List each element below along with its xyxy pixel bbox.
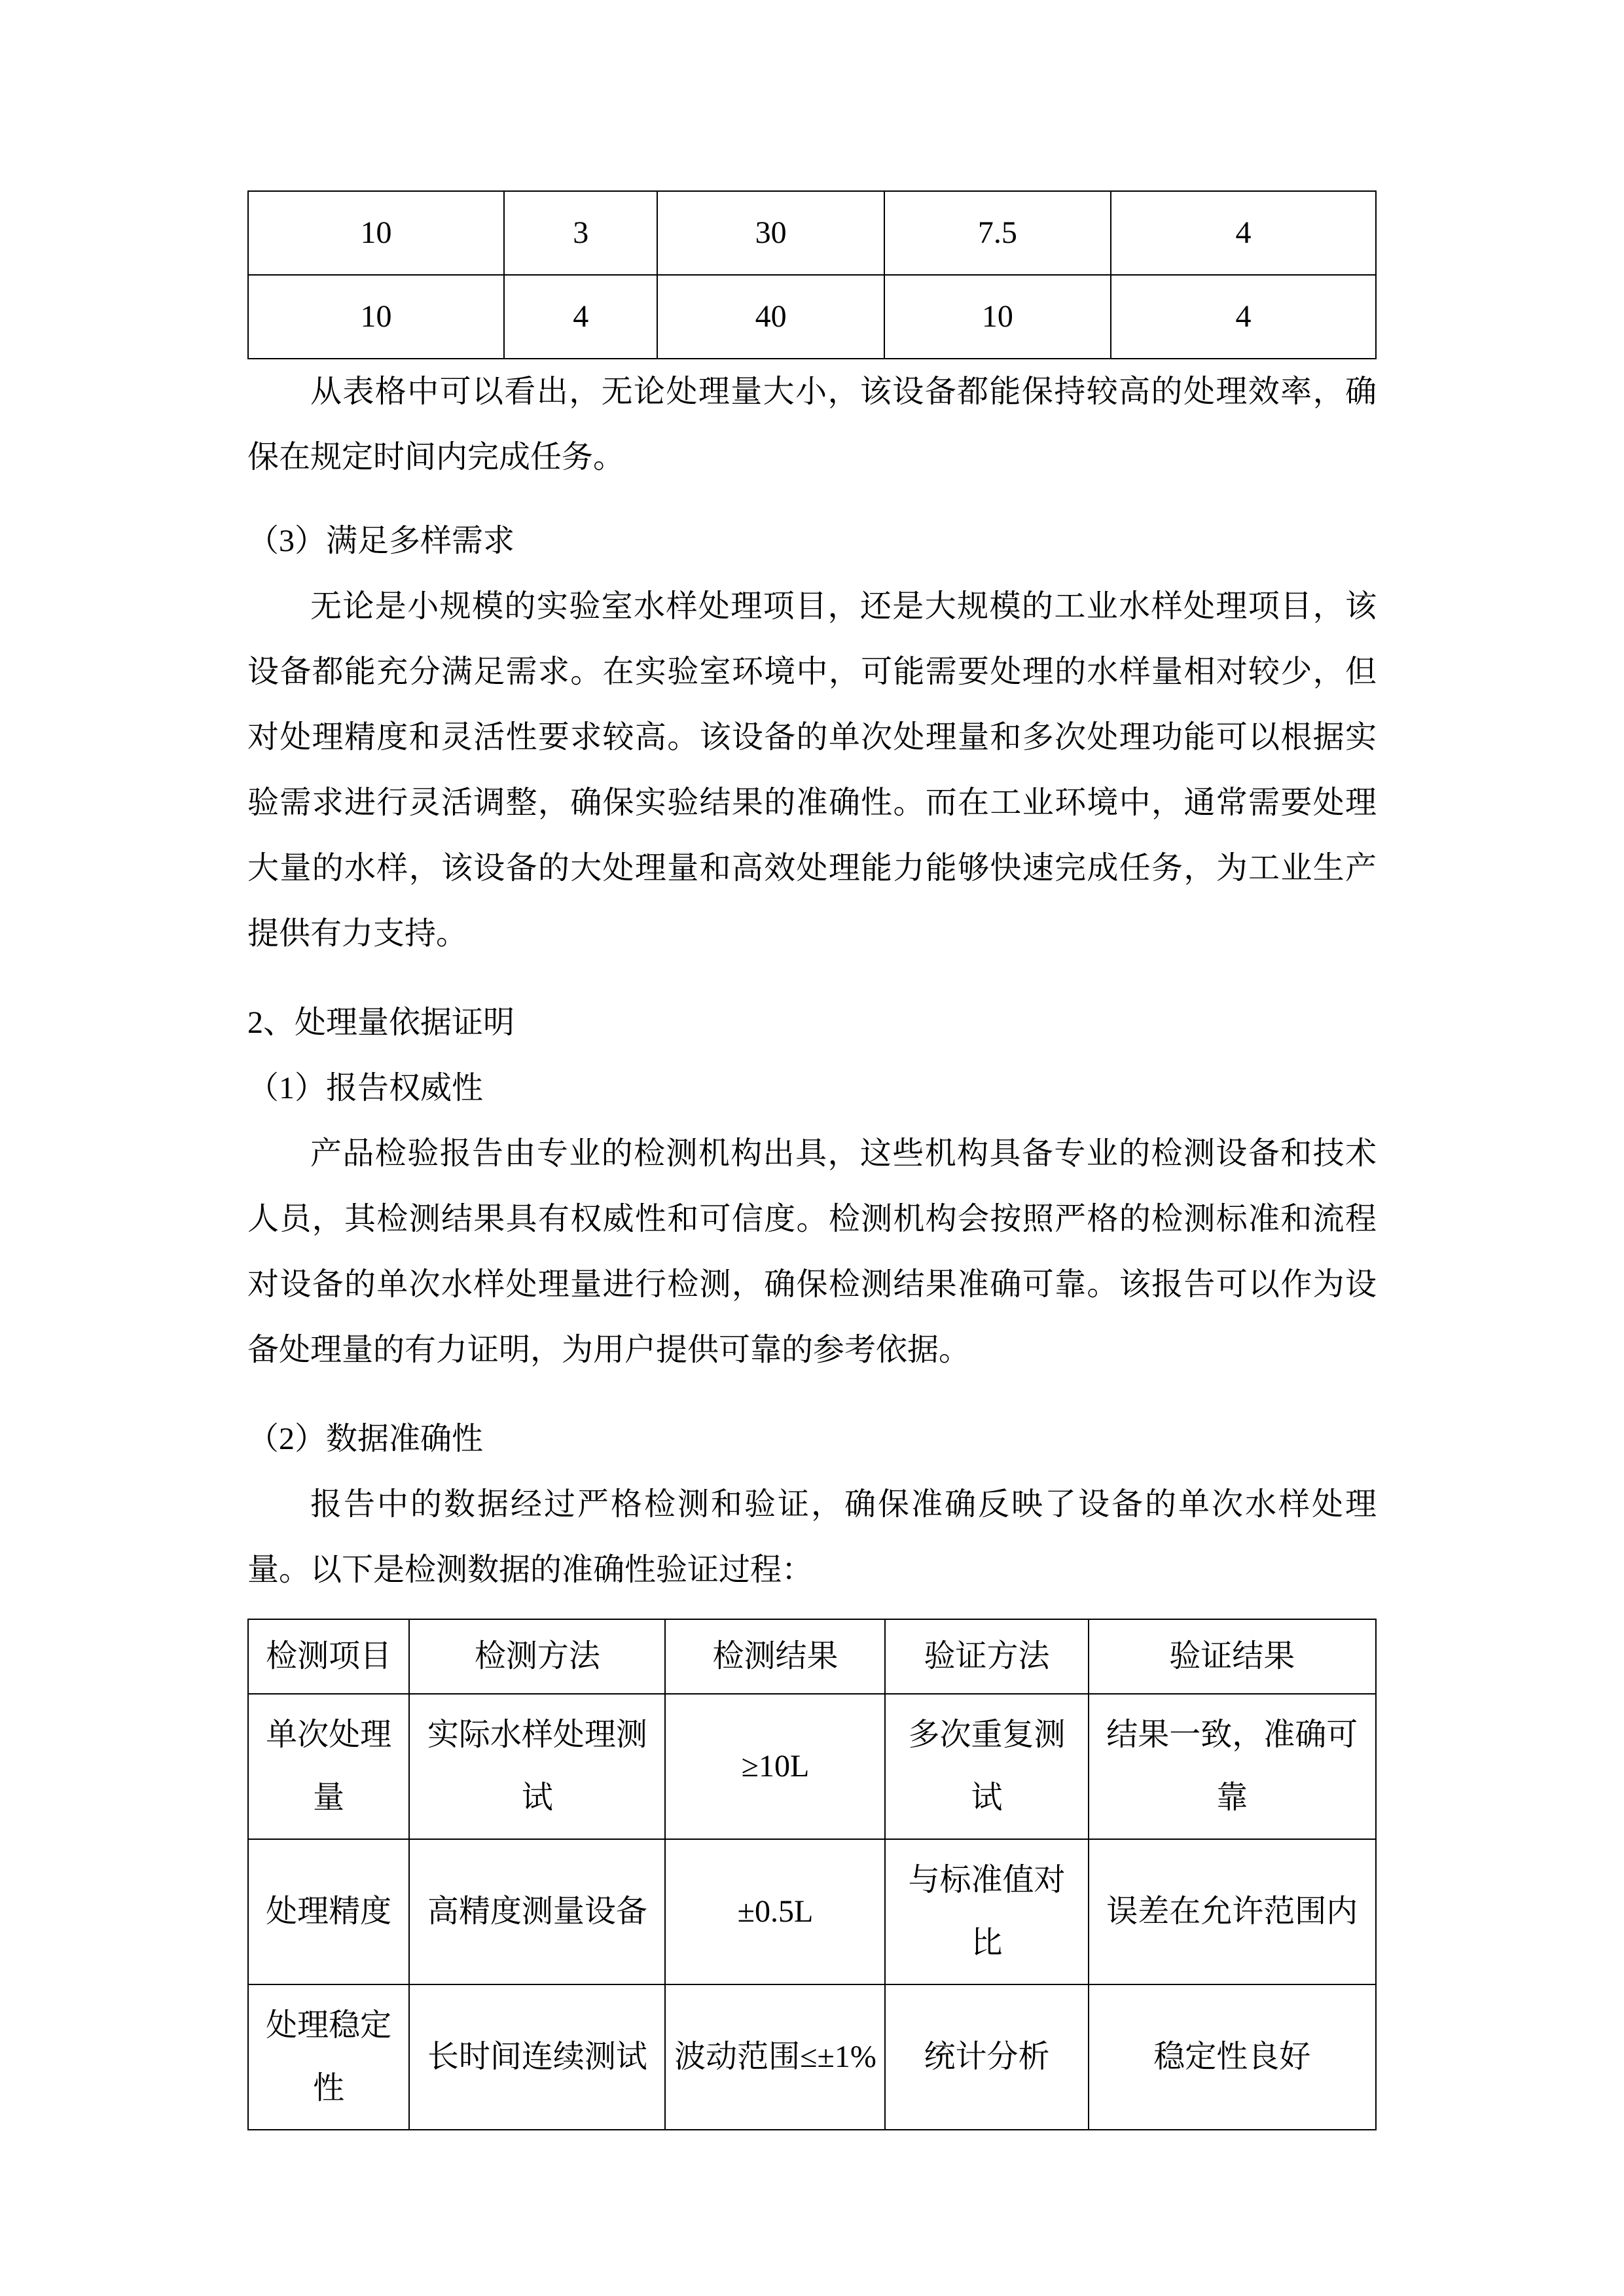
table-cell: 40 [657, 275, 884, 359]
table-cell: 与标准值对比 [885, 1839, 1088, 1984]
table-header-cell: 检测项目 [248, 1619, 409, 1694]
table-cell: 处理精度 [248, 1839, 409, 1984]
paragraph-section3: 无论是小规模的实验室水样处理项目，还是大规模的工业水样处理项目，该设备都能充分满足需求。在实验室环境中，可能需要处理的水样量相对较少，但对处理精度和灵活性要求较高。该设备的单次处理量和多次处理功能可以根据实验需求进行灵活调整，确保实验结果的准确性。而在工业环境中，通常需要处理大量的水样，该设备的大处理量和高效处理能力能够快速完成任务，为工业生产提供有力支持。 [247, 589, 1377, 951]
table-cell: 10 [248, 275, 504, 359]
paragraph-sub2: 报告中的数据经过严格检测和验证，确保准确反映了设备的单次水样处理量。以下是检测数据的准确性验证过程： [247, 1487, 1377, 1587]
table-row [248, 1694, 1376, 1839]
heading-chapter2: 2、处理量依据证明 [247, 1005, 515, 1040]
table-cell: 单次处理量 [248, 1694, 409, 1839]
table-row [248, 1984, 1376, 2130]
table-row [248, 191, 1376, 275]
table-cell: 处理稳定性 [248, 1984, 409, 2130]
table-header-cell: 检测结果 [665, 1619, 885, 1694]
table-cell: 波动范围≤±1% [665, 1984, 885, 2130]
table-cell: 30 [657, 191, 884, 275]
table-cell: ≥10L [665, 1694, 885, 1839]
table-cell: 实际水样处理测试 [409, 1694, 665, 1839]
table-cell: 统计分析 [885, 1984, 1088, 2130]
table-cell: 4 [1111, 191, 1376, 275]
heading-section3: （3）满足多样需求 [247, 524, 515, 558]
table-row [248, 275, 1376, 359]
table-cell: ±0.5L [665, 1839, 885, 1984]
table-cell: 多次重复测试 [885, 1694, 1088, 1839]
table-cell: 长时间连续测试 [409, 1984, 665, 2130]
table-cell: 误差在允许范围内 [1089, 1839, 1376, 1984]
table-cell: 4 [504, 275, 657, 359]
verification-table [247, 1619, 1377, 2130]
table-header-cell: 验证结果 [1089, 1619, 1376, 1694]
table-header-cell: 检测方法 [409, 1619, 665, 1694]
paragraph-table-note: 从表格中可以看出，无论处理量大小，该设备都能保持较高的处理效率，确保在规定时间内完成任务。 [247, 374, 1377, 475]
table-cell: 10 [248, 191, 504, 275]
table-row [248, 1839, 1376, 1984]
table-header-cell: 验证方法 [885, 1619, 1088, 1694]
table-cell: 7.5 [884, 191, 1111, 275]
table-cell: 4 [1111, 275, 1376, 359]
table-cell: 结果一致，准确可靠 [1089, 1694, 1376, 1839]
throughput-table [247, 190, 1377, 359]
table-cell: 稳定性良好 [1089, 1984, 1376, 2130]
heading-sub1: （1）报告权威性 [247, 1071, 484, 1105]
table-cell: 10 [884, 275, 1111, 359]
table-cell: 高精度测量设备 [409, 1839, 665, 1984]
paragraph-sub1: 产品检验报告由专业的检测机构出具，这些机构具备专业的检测设备和技术人员，其检测结果具有权威性和可信度。检测机构会按照严格的检测标准和流程对设备的单次水样处理量进行检测，确保检测结果准确可靠。该报告可以作为设备处理量的有力证明，为用户提供可靠的参考依据。 [247, 1136, 1377, 1367]
table-header-row [248, 1619, 1376, 1694]
table-cell: 3 [504, 191, 657, 275]
heading-sub2: （2）数据准确性 [247, 1422, 484, 1456]
